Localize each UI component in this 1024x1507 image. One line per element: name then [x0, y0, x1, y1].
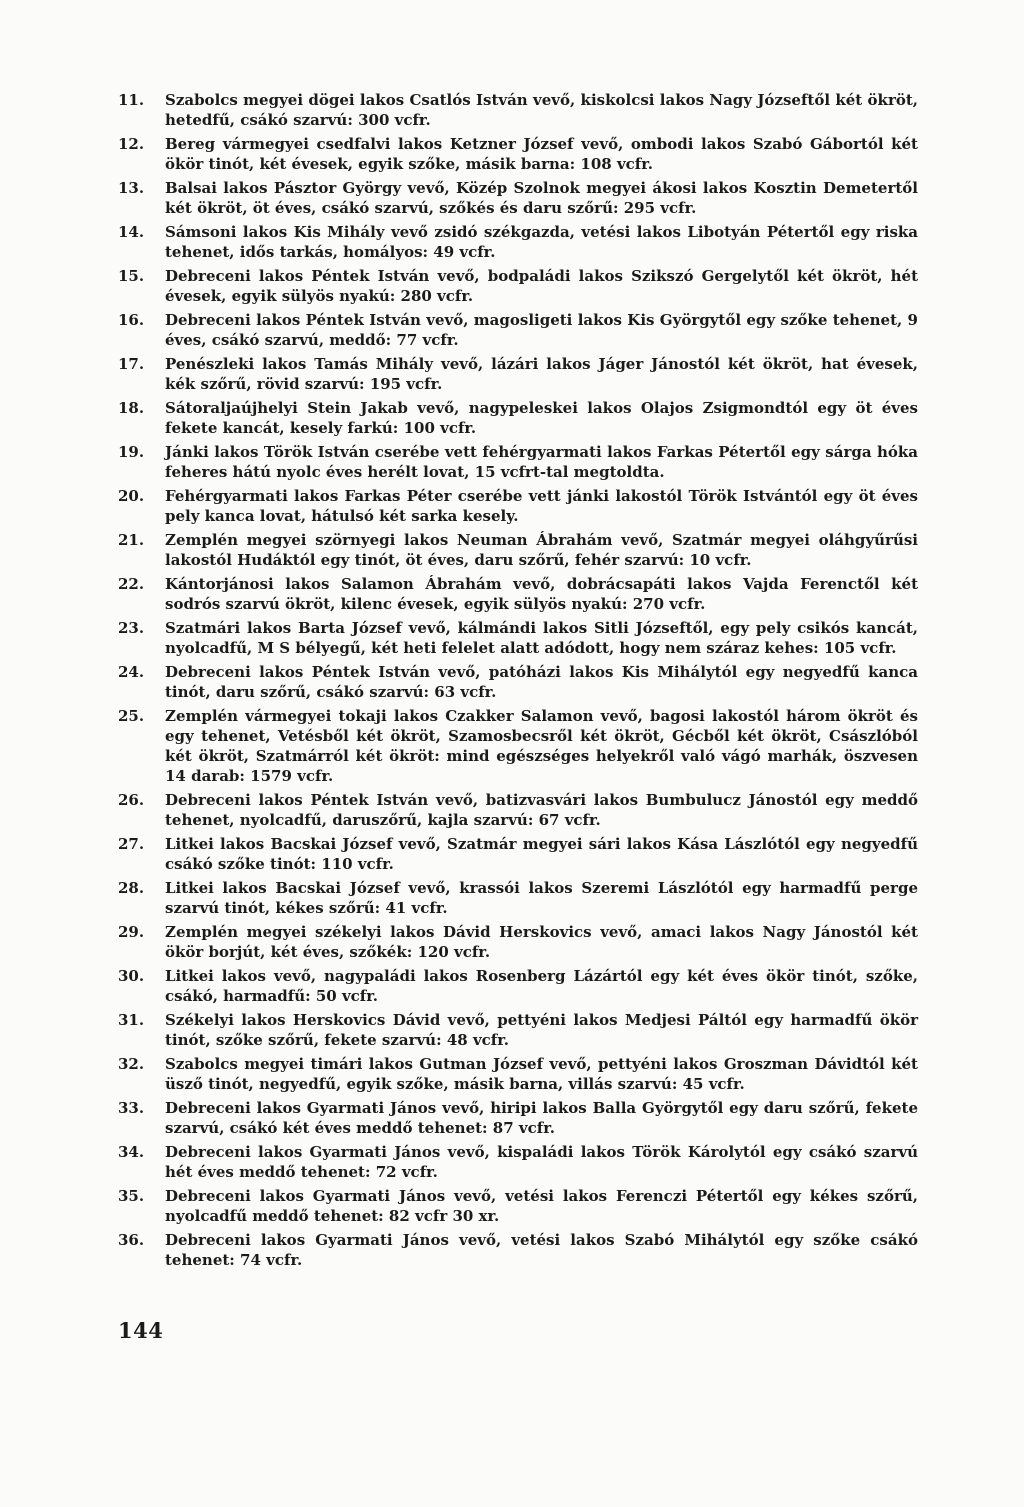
entry-text: Székelyi lakos Herskovics Dávid vevő, pettyéni lakos Medjesi Páltól egy harmadfű ökör tinót, szőke szőrű, fekete szarvú: 48 vcfr.: [165, 1011, 918, 1049]
list-item: [118, 178, 918, 218]
entry-number: 21.: [118, 531, 145, 549]
list-item: [118, 618, 918, 658]
entry-text: Debreceni lakos Gyarmati János vevő, vetési lakos Ferenczi Pétertől egy kékes szőrű, nyolcadfű meddő tehenet: 82 vcfr 30 xr.: [165, 1187, 918, 1225]
list-item: [118, 966, 918, 1006]
entry-number: 27.: [118, 835, 145, 853]
entry-text: Sámsoni lakos Kis Mihály vevő zsidó székgazda, vetési lakos Libotyán Pétertől egy riska tehenet, idős tarkás, homályos: 49 vcfr.: [165, 223, 918, 261]
entry-number: 33.: [118, 1099, 145, 1117]
list-item: [118, 486, 918, 526]
entry-number: 12.: [118, 135, 145, 153]
entry-text: Debreceni lakos Gyarmati János vevő, hiripi lakos Balla Györgytől egy daru szőrű, fekete szarvú, csákó két éves meddő tehenet: 87 vcfr.: [165, 1099, 918, 1137]
entry-text: Penészleki lakos Tamás Mihály vevő, lázári lakos Jáger Jánostól két ökröt, hat évesek, kék szőrű, rövid szarvú: 195 vcfr.: [165, 355, 918, 393]
entry-text: Sátoraljaújhelyi Stein Jakab vevő, nagypeleskei lakos Olajos Zsigmondtól egy öt éves fekete kancát, kesely farkú: 100 vcfr.: [165, 399, 918, 437]
list-item: [118, 1054, 918, 1094]
list-item: [118, 134, 918, 174]
entry-number: 36.: [118, 1231, 145, 1249]
entry-text: Bereg vármegyei csedfalvi lakos Ketzner József vevő, ombodi lakos Szabó Gábortól két ökör tinót, két évesek, egyik szőke, másik barna: 108 vcfr.: [165, 135, 918, 173]
entry-number: 19.: [118, 443, 145, 461]
entry-number: 28.: [118, 879, 145, 897]
page-number: 144: [118, 1318, 164, 1343]
entry-text: Litkei lakos Bacskai József vevő, Szatmár megyei sári lakos Kása Lászlótól egy negyedfű csákó szőke tinót: 110 vcfr.: [165, 835, 918, 873]
entry-text: Jánki lakos Török István cserébe vett fehérgyarmati lakos Farkas Pétertől egy sárga hóka feheres hátú nyolc éves herélt lovat, 15 vcfrt-tal megtoldta.: [165, 443, 918, 481]
list-item: [118, 790, 918, 830]
list-item: [118, 574, 918, 614]
entry-number: 29.: [118, 923, 145, 941]
entry-number: 24.: [118, 663, 145, 681]
entry-text: Zemplén megyei szörnyegi lakos Neuman Ábrahám vevő, Szatmár megyei oláhgyűrűsi lakostól Hudáktól egy tinót, öt éves, daru szőrű, fehér szarvú: 10 vcfr.: [165, 531, 918, 569]
list-item: [118, 878, 918, 918]
entry-text: Szabolcs megyei dögei lakos Csatlós István vevő, kiskolcsi lakos Nagy Józseftől két ökröt, hetedfű, csákó szarvú: 300 vcfr.: [165, 91, 918, 129]
entry-text: Zemplén vármegyei tokaji lakos Czakker Salamon vevő, bagosi lakostól három ökröt és egy tehenet, Vetésből két ökröt, Szamosbecsről két ökröt, Gécből két ökröt, Császlóból két ökröt, Szatmárról két ökröt: mind egészséges helyekről való vágó marhák, öszvesen 14 darab: 1579 vcfr.: [165, 707, 918, 785]
list-item: [118, 398, 918, 438]
entry-text: Debreceni lakos Péntek István vevő, magosligeti lakos Kis Györgytől egy szőke tehenet, 9 éves, csákó szarvú, meddő: 77 vcfr.: [165, 311, 918, 349]
entry-number: 32.: [118, 1055, 145, 1073]
entry-number: 13.: [118, 179, 145, 197]
entry-number: 20.: [118, 487, 145, 505]
entry-number: 11.: [118, 91, 145, 109]
entry-text: Fehérgyarmati lakos Farkas Péter cserébe vett jánki lakostól Török Istvántól egy öt éves pely kanca lovat, hátulsó két sarka kesely.: [165, 487, 918, 525]
entry-text: Litkei lakos Bacskai József vevő, krassói lakos Szeremi Lászlótól egy harmadfű perge szarvú tinót, kékes szőrű: 41 vcfr.: [165, 879, 918, 917]
entry-text: Kántorjánosi lakos Salamon Ábrahám vevő, dobrácsapáti lakos Vajda Ferenctől két sodrós szarvú ökröt, kilenc évesek, egyik sülyös nyakú: 270 vcfr.: [165, 575, 918, 613]
entry-number: 26.: [118, 791, 145, 809]
entry-text: Debreceni lakos Gyarmati János vevő, vetési lakos Szabó Mihálytól egy szőke csákó tehenet: 74 vcfr.: [165, 1231, 918, 1269]
entry-number: 14.: [118, 223, 145, 241]
list-item: [118, 310, 918, 350]
entry-text: Szabolcs megyei timári lakos Gutman József vevő, pettyéni lakos Groszman Dávidtól két üsző tinót, negyedfű, egyik szőke, másik barna, villás szarvú: 45 vcfr.: [165, 1055, 918, 1093]
entry-text: Debreceni lakos Péntek István vevő, batizvasvári lakos Bumbulucz Jánostól egy meddő tehenet, nyolcadfű, daruszőrű, kajla szarvú: 67 vcfr.: [165, 791, 918, 829]
entry-number: 25.: [118, 707, 145, 725]
list-item: [118, 530, 918, 570]
entry-list: [118, 90, 918, 1274]
entry-number: 34.: [118, 1143, 145, 1161]
list-item: [118, 922, 918, 962]
entry-text: Balsai lakos Pásztor György vevő, Közép Szolnok megyei ákosi lakos Kosztin Demetertől két ökröt, öt éves, csákó szarvú, szőkés és daru szőrű: 295 vcfr.: [165, 179, 918, 217]
entry-text: Litkei lakos vevő, nagypaládi lakos Rosenberg Lázártól egy két éves ökör tinót, szőke, csákó, harmadfű: 50 vcfr.: [165, 967, 918, 1005]
list-item: [118, 354, 918, 394]
entry-text: Debreceni lakos Gyarmati János vevő, kispaládi lakos Török Károlytól egy csákó szarvú hét éves meddő tehenet: 72 vcfr.: [165, 1143, 918, 1181]
list-item: [118, 266, 918, 306]
list-item: [118, 706, 918, 786]
entry-number: 31.: [118, 1011, 145, 1029]
entry-number: 18.: [118, 399, 145, 417]
entry-number: 35.: [118, 1187, 145, 1205]
entry-number: 23.: [118, 619, 145, 637]
list-item: [118, 1142, 918, 1182]
entry-text: Zemplén megyei székelyi lakos Dávid Herskovics vevő, amaci lakos Nagy Jánostól két ökör borjút, két éves, szőkék: 120 vcfr.: [165, 923, 918, 961]
entry-number: 30.: [118, 967, 145, 985]
entry-number: 22.: [118, 575, 145, 593]
list-item: [118, 90, 918, 130]
entry-text: Szatmári lakos Barta József vevő, kálmándi lakos Sitli Józseftől, egy pely csikós kancát, nyolcadfű, M S bélyegű, két heti felelet alatt adódott, hogy nem száraz kehes: 105 vcfr.: [165, 619, 918, 657]
entry-number: 16.: [118, 311, 145, 329]
list-item: [118, 1098, 918, 1138]
list-item: [118, 1230, 918, 1270]
entry-text: Debreceni lakos Péntek István vevő, patóházi lakos Kis Mihálytól egy negyedfű kanca tinót, daru szőrű, csákó szarvú: 63 vcfr.: [165, 663, 918, 701]
list-item: [118, 1010, 918, 1050]
list-item: [118, 222, 918, 262]
entry-text: Debreceni lakos Péntek István vevő, bodpaládi lakos Szikszó Gergelytől két ökröt, hét évesek, egyik sülyös nyakú: 280 vcfr.: [165, 267, 918, 305]
list-item: [118, 662, 918, 702]
list-item: [118, 442, 918, 482]
entry-number: 17.: [118, 355, 145, 373]
list-item: [118, 1186, 918, 1226]
entry-number: 15.: [118, 267, 145, 285]
list-item: [118, 834, 918, 874]
